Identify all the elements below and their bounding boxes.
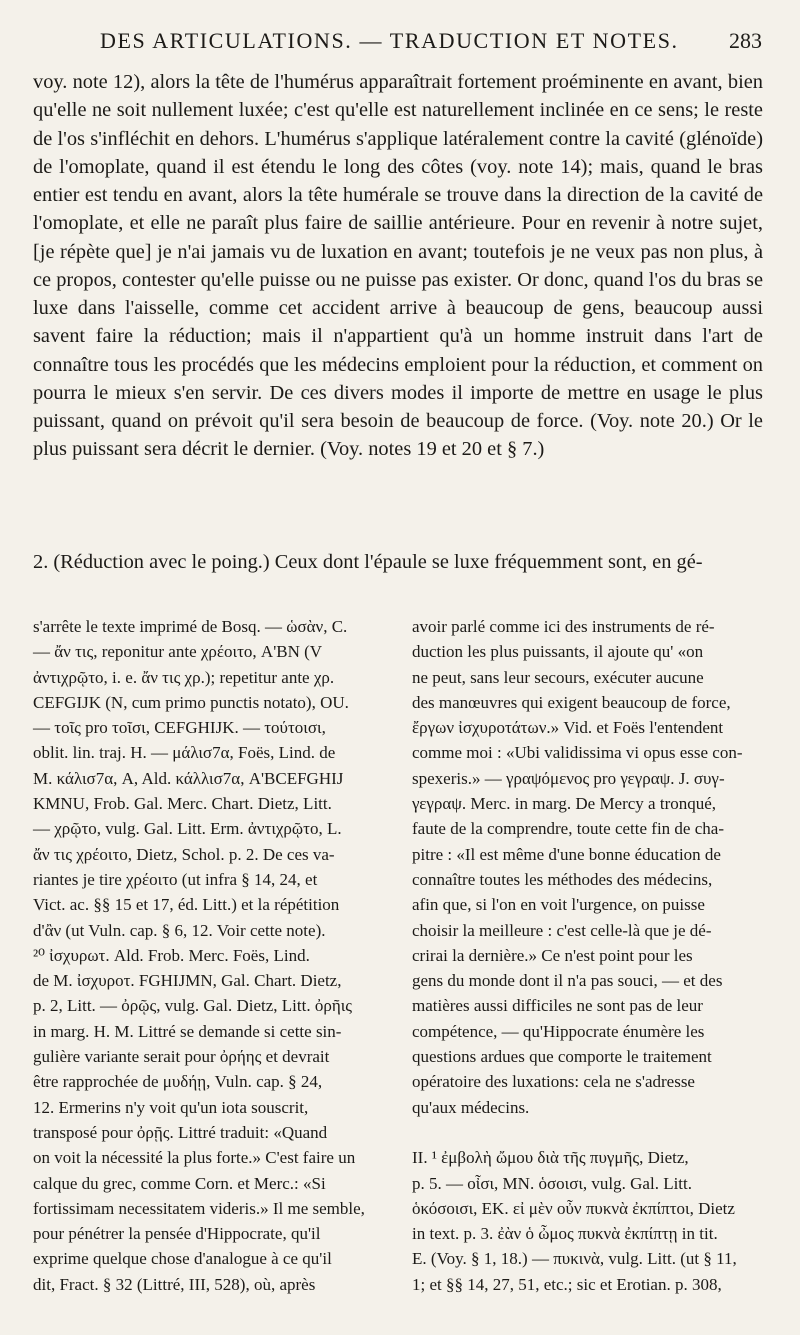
- note-line: duction les plus puissants, il ajoute qu' «on: [412, 642, 704, 662]
- section-2-start: 2. (Réduction avec le poing.) Ceux dont l'épaule se luxe fréquemment sont, en gé-: [33, 551, 703, 573]
- note-line: γεγραψ. Merc. in marg. De Mercy a tronqué,: [412, 794, 717, 814]
- note-line: ἀντιχρῷτο, i. e. ἄν τις χρ.); repetitur ante χρ.: [33, 667, 335, 687]
- note-line: pour pénétrer la pensée d'Hippocrate, qu'il: [33, 1224, 321, 1244]
- note-line: choisir la meilleure : c'est celle-là que je dé-: [412, 920, 712, 940]
- note-line: de M. ἰσχυροτ. FGHIJMN, Gal. Chart. Dietz,: [33, 971, 342, 991]
- note-line: M. κάλισ7α, A, Ald. κάλλισ7α, A'BCEFGHIJ: [33, 768, 344, 788]
- note-line: p. 5. — οἶσι, MN. ὁσοισι, vulg. Gal. Litt.: [412, 1173, 693, 1193]
- note-line: être rapprochée de μυδήῃ, Vuln. cap. § 24,: [33, 1072, 323, 1092]
- note-line: CEFGIJK (N, cum primo punctis notato), OU.: [33, 692, 349, 712]
- note-line: Vict. ac. §§ 15 et 17, éd. Litt.) et la répétition: [33, 895, 340, 915]
- note-line: 1; et §§ 14, 27, 51, etc.; sic et Erotian. p. 308,: [412, 1274, 722, 1294]
- note-line: gulière variante serait pour ὀρήης et devrait: [33, 1047, 330, 1067]
- note-line: comme moi : «Ubi validissima vi opus esse con-: [412, 743, 743, 763]
- main-paragraph: voy. note 12), alors la tête de l'humérus apparaîtrait fortement proéminente en avant, bien qu'elle ne soit nullement luxée; c'est qu'elle est naturellement inclinée en ce sens; le reste de l'os s'infléchit en dehors. L'humérus s'applique latéralement contre la cavité (glénoïde) de l'omoplate, quand il est étendu le long des côtes (voy. note 14); mais, quand le bras entier est tendu en avant, alors la tête humérale se trouve dans la direction de la cavité de l'omoplate, et elle ne paraît plus faire de saillie antérieure. Pour en revenir à notre sujet, [je répète que] je n'ai jamais vu de luxation en avant; toutefois je ne veux pas non plus, à ce propos, contester qu'elle puisse ou ne puisse pas exister. Or donc, quand l'os du bras se luxe dans l'aisselle, comme cet accident arrive à beaucoup de gens, beaucoup aussi savent faire la réduction; mais il n'appartient qu'à un homme instruit dans l'art de connaître tous les procédés que les médecins emploient pour la réduction, et comment on pourra le mieux s'en servir. De ces divers modes il importe de mettre en usage le plus puissant, quand on prévoit qu'il sera besoin de beaucoup de force. (Voy. note 20.) Or le plus puissant sera décrit le dernier. (Voy. notes 19 et 20 et § 7.): [33, 71, 763, 461]
- note-line: transposé pour ὀρῇς. Littré traduit: «Quand: [33, 1122, 328, 1142]
- note-line: calque du grec, comme Corn. et Merc.: «Si: [33, 1173, 326, 1193]
- note-line: des manœuvres qui exigent beaucoup de force,: [412, 692, 731, 712]
- note-line: p. 2, Litt. — ὀρῷς, vulg. Gal. Dietz, Litt. ὀρῆις: [33, 996, 353, 1016]
- note-line: in text. p. 3. ἐὰν ὁ ὦμος πυκνὰ ἐκπίπτῃ in tit.: [412, 1224, 718, 1244]
- note-line: KMNU, Frob. Gal. Merc. Chart. Dietz, Litt.: [33, 794, 332, 814]
- note-line: oblit. lin. traj. H. — μάλισ7α, Foës, Lind. de: [33, 743, 336, 763]
- note-line: crirai la dernière.» Ce n'est point pour les: [412, 945, 693, 965]
- note-line: avoir parlé comme ici des instruments de ré-: [412, 617, 715, 636]
- note-line: connaître toutes les méthodes des médecins,: [412, 869, 713, 889]
- note-line: ὁκόσοισι, EK. εἰ μὲν οὖν πυκνὰ ἐκπίπτοι, Dietz: [412, 1198, 735, 1218]
- running-head: [70, 26, 762, 60]
- note-gap: [412, 1120, 767, 1145]
- main-text: [33, 68, 763, 464]
- note-line: opératoire des luxations: cela ne s'adresse: [412, 1072, 695, 1092]
- note-line: afin que, si l'on en voit l'urgence, on puisse: [412, 895, 705, 915]
- note-line: faute de la comprendre, toute cette fin de cha-: [412, 819, 724, 839]
- note-line: 12. Ermerins n'y voit qu'un iota souscrit,: [33, 1097, 309, 1117]
- note-line: — χρῷτο, vulg. Gal. Litt. Erm. ἀντιχρῷτο, L.: [33, 819, 342, 839]
- running-title: DES ARTICULATIONS. — TRADUCTION ET NOTES.: [100, 28, 679, 53]
- notes-right-column: [412, 614, 767, 1297]
- note-line: pitre : «Il est même d'une bonne éducation de: [412, 844, 721, 864]
- note-line: in marg. H. M. Littré se demande si cette sin-: [33, 1021, 342, 1041]
- page-number: 283: [729, 28, 762, 53]
- note-line: ²⁰ ἰσχυρωτ. Ald. Frob. Merc. Foës, Lind.: [33, 945, 310, 965]
- note-line: qu'aux médecins.: [412, 1097, 530, 1117]
- note-line: matières aussi difficiles ne sont pas de leur: [412, 996, 703, 1016]
- note-line: ἔργων ἰσχυροτάτων.» Vid. et Foës l'entendent: [412, 718, 724, 738]
- note-line: dit, Fract. § 32 (Littré, III, 528), où, après: [33, 1274, 316, 1294]
- note-line: spexeris.» — γραψόμενος pro γεγραψ. J. συγ-: [412, 768, 725, 788]
- note-line: s'arrête le texte imprimé de Bosq. — ὡσὰν, C.: [33, 617, 348, 636]
- note-line: exprime quelque chose d'analogue à ce qu'il: [33, 1249, 332, 1269]
- note-line: E. (Voy. § 1, 18.) — πυκινὰ, vulg. Litt. (ut § 11,: [412, 1249, 737, 1269]
- note-line: fortissimam necessitatem videris.» Il me semble,: [33, 1198, 365, 1218]
- note-line: gens du monde dont il n'a pas souci, — et des: [412, 971, 723, 991]
- note-line: d'ἂν (ut Vuln. cap. § 6, 12. Voir cette note).: [33, 920, 326, 940]
- note-line: riantes je tire χρέοιτο (ut infra § 14, 24, et: [33, 869, 318, 889]
- note-line: questions ardues que comporte le traitement: [412, 1047, 712, 1067]
- note-line: — ἄν τις, reponitur ante χρέοιτο, A'BN (V: [33, 642, 323, 662]
- note-line: compétence, — qu'Hippocrate énumère les: [412, 1021, 705, 1041]
- note-line: ἄν τις χρέοιτο, Dietz, Schol. p. 2. De ces va-: [33, 844, 335, 864]
- note-line: — τοῖς pro τοῖσι, CEFGHIJK. — τούτοισι,: [33, 718, 326, 738]
- notes-left-column: [33, 614, 383, 1297]
- note-line: II. ¹ ἐμβολὴ ὤμου διὰ τῆς πυγμῆς, Dietz,: [412, 1148, 689, 1168]
- note-line: on voit la nécessité la plus forte.» C'est faire un: [33, 1148, 356, 1168]
- note-line: ne peut, sans leur secours, exécuter aucune: [412, 667, 704, 687]
